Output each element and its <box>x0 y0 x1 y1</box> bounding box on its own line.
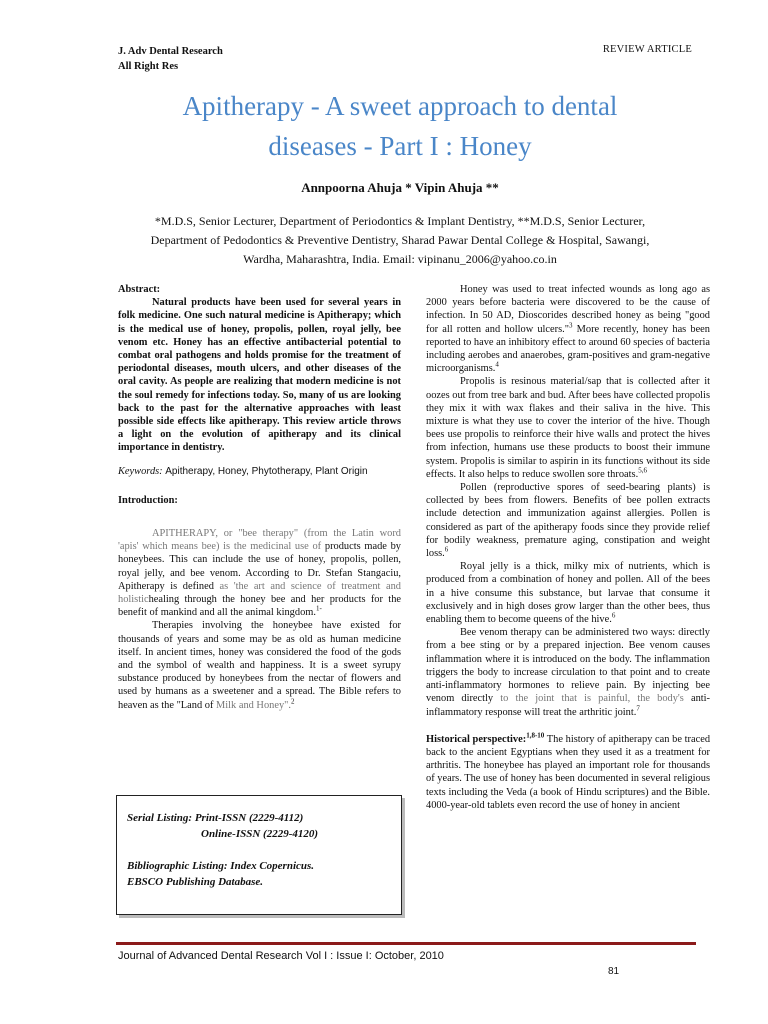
honey-text-2: More recently, honey has been reported to have an inhibitory effect to around 60 species of bacteria including aerobes and anaerobes, gram-positives and gram-negative microorganisms. <box>426 323 710 375</box>
page-number: 81 <box>608 966 620 977</box>
ref-marker: 6 <box>611 611 616 620</box>
print-issn: Serial Listing: Print-ISSN (2229-4112) <box>127 812 304 824</box>
ref-marker: 7 <box>636 704 640 713</box>
pollen-text: Pollen (reproductive spores of seed-bearing plants) is collected by bees from flowers. Benefits of bee pollen extracts include detection and immunization against allergies. Pollen is considered as part of the apitherapy foods since they provide relief for bodily weakness, premature aging, constipation and weight loss. <box>426 482 710 560</box>
ref-marker: 3 <box>569 321 573 330</box>
article-title <box>100 86 700 166</box>
keywords-text: Apitherapy, Honey, Phytotherapy, Plant Origin <box>165 465 368 477</box>
introduction-heading: Introduction: <box>118 494 178 506</box>
bee-venom-text-2: anti-inflammatory response will treat the arthritic joint. <box>426 693 710 718</box>
historical-paragraph <box>426 733 710 812</box>
ref-marker: 1,8-10 <box>526 731 545 740</box>
footer-rule <box>116 942 696 945</box>
intro-text-2: healing through the honey bee and her products for the benefit of mankind and all the animal kingdom. <box>118 594 401 619</box>
intro-paragraph-2 <box>118 619 401 711</box>
propolis-paragraph <box>426 375 710 481</box>
affiliation-line-1: *M.D.S, Senior Lecturer, Department of Periodontics & Implant Dentistry, **M.D.S, Senior Lecturer, <box>154 214 646 228</box>
online-issn: Online-ISSN (2229-4120) <box>201 828 319 840</box>
article-type: REVIEW ARTICLE <box>602 44 692 55</box>
keywords-label: Keywords: <box>118 465 163 477</box>
ebsco-listing: EBSCO Publishing Database. <box>127 876 264 888</box>
title-line-2: diseases - Part I : Honey <box>268 131 532 161</box>
ref-marker: 6 <box>444 545 449 554</box>
royal-jelly-text: Royal jelly is a thick, milky mix of nutrients, which is produced from a combination of honey and pollen. All of the bees in a hive consume this substance, but larvae that consume it exclusively and in high doses grow larger than the other bees, thus enabling them to become queens of the hive. <box>426 561 710 626</box>
journal-header <box>118 44 223 74</box>
footer-text: Journal of Advanced Dental Research Vol I : Issue I: October, 2010 <box>118 950 444 962</box>
intro-text-3: Therapies involving the honeybee have existed for thousands of years and some may be as old as human medicine itself. In ancient times, honey was considered the food of the gods and the symbol of wealth and happiness. It is a sweet syrupy substance produced by honeybees from the nectar of flowers and used by humans as a sweetener and a spread. The Bible refers to heaven as the "Land of <box>118 620 401 711</box>
historical-heading: Historical perspective: <box>426 733 527 745</box>
pollen-paragraph <box>426 481 710 560</box>
intro-faded-text-3: Milk and Honey". <box>216 699 291 711</box>
rights-text: All Right Res <box>118 61 179 72</box>
affiliation-line-2: Department of Pedodontics & Preventive Dentistry, Sharad Pawar Dental College & Hospital, Sawangi, <box>150 233 650 247</box>
ref-marker: 1- <box>315 604 322 613</box>
honey-paragraph <box>426 283 710 375</box>
bee-venom-faded-text: to the joint that is painful, the body's <box>500 693 684 705</box>
propolis-text: Propolis is resinous material/sap that is collected after it oozes out from tree bark and bud. After bees have collected propolis they mix it with wax flakes and their saliva in the hive. This mixture is what they use to cover the interior of the hive. Though bees use propolis to reinforce their hive walls and protect the hives from infection, humans use these products to boost their immune system. Propolis is similar to aspirin in its functions without its side effects. It also helps to reduce swollen sore throats. <box>426 376 710 480</box>
ref-marker: 2 <box>290 697 295 706</box>
right-column <box>426 283 710 812</box>
left-column <box>118 283 401 712</box>
historical-text: The history of apitherapy can be traced back to the ancient Egyptians when they used it as a treatment for arthritis. The honeybee has played an important role for thousands of years. The use of honey has been documented in several religious texts including the Veda (a book of Hindu scriptures) and the Bible. 4000-year-old tablets even record the use of honey in ancient <box>426 733 711 811</box>
abstract-heading: Abstract: <box>118 284 161 295</box>
intro-text: products made by honeybees. This can include the use of honey, propolis, pollen, royal jelly, and bee venom. According to Dr. Stefan Stangaciu, Apitherapy is defined <box>118 541 401 592</box>
authors: Annpoorna Ahuja * Vipin Ahuja ** <box>301 180 499 195</box>
affiliation <box>118 212 682 269</box>
ref-marker: 4 <box>495 360 499 369</box>
intro-faded-text-2: as 'the art and science of treatment and holistic <box>118 580 401 606</box>
intro-faded-text: APITHERAPY, or "bee therapy" (from the Latin word 'apis' which means bee) is the medicinal use of <box>118 528 401 553</box>
honey-text: Honey was used to treat infected wounds as long ago as 2000 years before bacteria were discovered to be the cause of infection. In 50 AD, Dioscorides described honey as being "good for all rotten and hollow ulcers." <box>426 284 710 335</box>
intro-paragraph-1 <box>118 527 401 619</box>
royal-jelly-paragraph <box>426 560 710 626</box>
journal-name: J. Adv Dental Research <box>118 46 223 57</box>
listing-box <box>116 795 402 915</box>
abstract-body: Natural products have been used for several years in folk medicine. One such natural medicine is Apitherapy; which is the medical use of honey, propolis, pollen, royal jelly, bee venom etc. Honey has an effective antibacterial potential to combat oral pathogens and holds promise for the treatment of periodontal diseases, mouth ulcers, and other diseases of the oral cavity. As people are realizing that modern medicine is not the soul remedy for infections today. So, many of us are looking back to the past for the alternative approaches with least possible side effects like apitherapy. This review article throws a light on the evolution of apitherapy and its clinical importance in dentistry. <box>118 297 401 454</box>
title-line-1: Apitherapy - A sweet approach to dental <box>182 91 618 121</box>
bee-venom-text: Bee venom therapy can be administered two ways: directly from a bee sting or by a prepared injection. Bee venom causes inflammation where it is introduced on the body. The inflammation triggers the body to increase circulation to that point and to create anti-inflammatory hormones to relieve pain. By injecting bee venom directly <box>426 627 710 705</box>
bee-venom-paragraph <box>426 626 710 718</box>
bibliographic-listing: Bibliographic Listing: Index Copernicus. <box>127 860 315 872</box>
keywords <box>118 465 401 478</box>
ref-marker: 5,6 <box>638 466 647 475</box>
affiliation-line-3: Wardha, Maharashtra, India. Email: vipinanu_2006@yahoo.co.in <box>243 252 557 266</box>
